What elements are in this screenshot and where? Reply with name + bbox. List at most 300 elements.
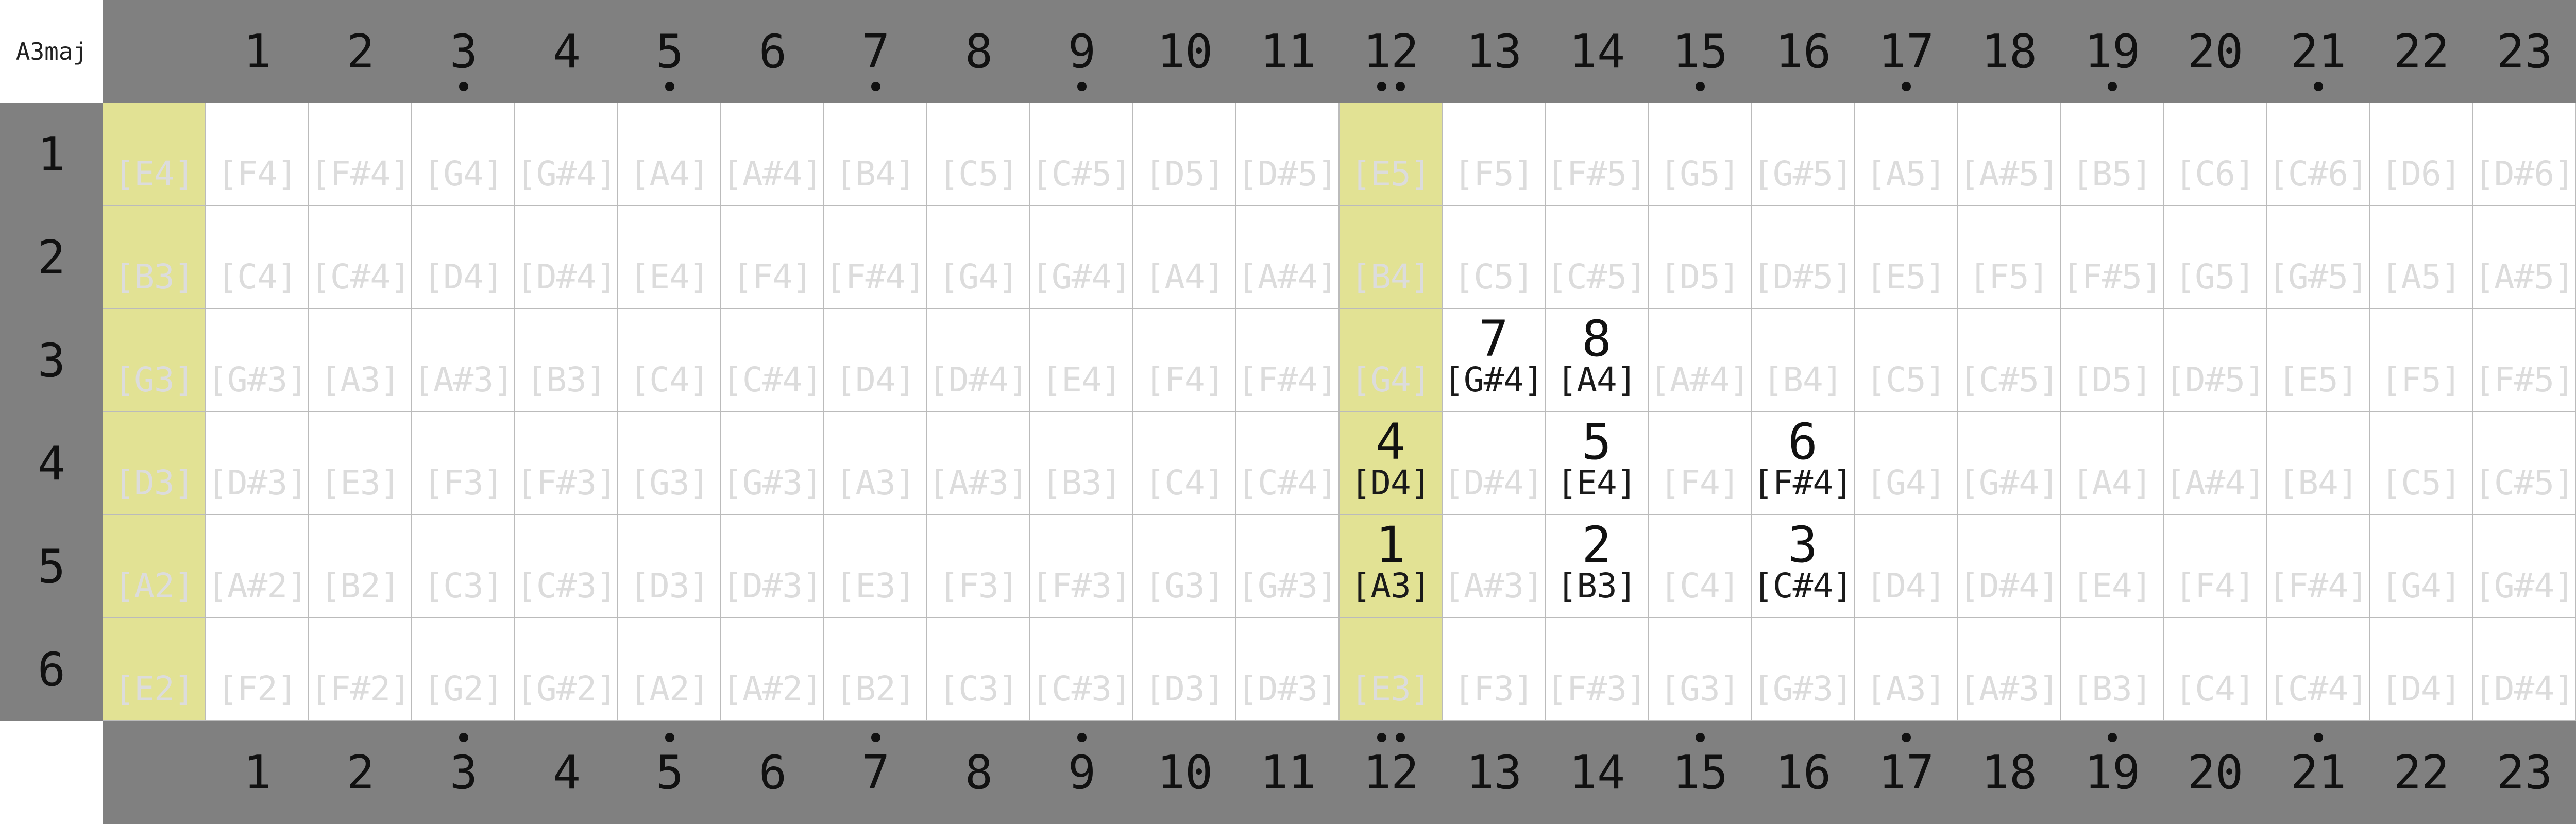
note-label: [B4]	[2278, 463, 2358, 503]
fret-number-bottom: 4	[552, 745, 581, 800]
fret-number-bottom: 11	[1260, 745, 1316, 800]
note-cell[interactable]	[721, 206, 824, 309]
note-label: [B4]	[1350, 257, 1431, 297]
note-cell[interactable]	[412, 412, 515, 515]
note-cell[interactable]	[1236, 206, 1340, 309]
note-cell[interactable]	[2061, 412, 2164, 515]
note-cell[interactable]	[103, 618, 206, 721]
note-cell[interactable]	[2267, 515, 2370, 618]
note-cell[interactable]	[2370, 618, 2473, 721]
note-label: [F#3]	[1031, 566, 1131, 606]
note-cell[interactable]	[206, 412, 309, 515]
note-cell[interactable]	[1958, 515, 2061, 618]
note-cell[interactable]	[103, 412, 206, 515]
fret-marker-dot-top	[459, 82, 468, 91]
note-label: [C#5]	[2474, 463, 2574, 503]
note-label: [F4]	[217, 154, 297, 194]
note-cell[interactable]	[618, 412, 721, 515]
note-label: [F4]	[1144, 360, 1225, 400]
note-cell[interactable]	[1958, 206, 2061, 309]
scale-degree: 2	[1582, 516, 1612, 574]
note-cell[interactable]	[2473, 412, 2576, 515]
note-cell[interactable]	[2370, 412, 2473, 515]
note-label: [F5]	[1453, 154, 1534, 194]
note-cell[interactable]	[1340, 412, 1443, 515]
note-label: [A#5]	[2474, 257, 2574, 297]
diagram-title: A3maj	[0, 0, 103, 103]
fret-marker-dot-top	[1902, 82, 1911, 91]
string-number-left: 2	[37, 230, 66, 285]
note-label: [E5]	[1866, 257, 1946, 297]
note-cell[interactable]	[1443, 412, 1546, 515]
note-cell[interactable]	[103, 206, 206, 309]
note-cell[interactable]	[824, 618, 927, 721]
note-label: [C#6]	[2268, 154, 2368, 194]
note-label: [A#3]	[928, 463, 1028, 503]
note-label: [D#3]	[207, 463, 307, 503]
note-label: [D#4]	[1959, 566, 2059, 606]
note-cell[interactable]	[2061, 515, 2164, 618]
note-label: [G5]	[1659, 154, 1740, 194]
scale-degree: 4	[1376, 413, 1405, 471]
note-label: [F3]	[1453, 669, 1534, 709]
note-cell[interactable]	[618, 103, 721, 206]
note-cell[interactable]	[721, 618, 824, 721]
note-cell[interactable]	[618, 618, 721, 721]
note-label: [D#6]	[2474, 154, 2574, 194]
note-cell[interactable]	[412, 309, 515, 412]
note-label: [F4]	[732, 257, 812, 297]
note-cell[interactable]	[1855, 206, 1958, 309]
fret-number-top: 16	[1775, 24, 1832, 79]
fret-marker-dot-top	[2108, 82, 2117, 91]
note-cell[interactable]	[1546, 103, 1649, 206]
note-label: [G#4]	[516, 154, 616, 194]
note-cell[interactable]	[1752, 103, 1855, 206]
note-cell[interactable]	[1443, 618, 1546, 721]
fret-number-top: 13	[1466, 24, 1522, 79]
note-label: [G#3]	[1238, 566, 1337, 606]
note-label: [D3]	[629, 566, 709, 606]
note-cell[interactable]	[1752, 206, 1855, 309]
note-cell[interactable]	[2267, 309, 2370, 412]
note-cell[interactable]	[2267, 412, 2370, 515]
note-cell[interactable]	[1133, 515, 1236, 618]
note-cell[interactable]	[1030, 618, 1133, 721]
note-cell[interactable]	[206, 618, 309, 721]
fret-number-top: 21	[2290, 24, 2347, 79]
note-cell[interactable]	[618, 206, 721, 309]
note-cell[interactable]	[1752, 309, 1855, 412]
note-cell[interactable]	[2061, 103, 2164, 206]
note-cell[interactable]	[1649, 618, 1752, 721]
note-label: [C#4]	[2268, 669, 2368, 709]
note-cell[interactable]	[1340, 206, 1443, 309]
note-cell[interactable]	[1443, 103, 1546, 206]
note-label: [G#4]	[1031, 257, 1131, 297]
note-label: [G#2]	[516, 669, 616, 709]
note-cell[interactable]	[515, 103, 618, 206]
note-cell[interactable]	[309, 515, 412, 618]
fret-number-bottom: 8	[964, 745, 993, 800]
note-cell[interactable]	[309, 618, 412, 721]
fret-number-bottom: 7	[861, 745, 890, 800]
note-cell[interactable]	[1649, 412, 1752, 515]
note-cell[interactable]	[412, 103, 515, 206]
note-cell[interactable]	[1236, 412, 1340, 515]
note-label: [A4]	[1144, 257, 1225, 297]
note-label: [D#5]	[2165, 360, 2265, 400]
note-cell[interactable]	[1958, 309, 2061, 412]
note-cell[interactable]	[1649, 206, 1752, 309]
note-label: [G#4]	[1444, 360, 1544, 400]
note-label: [E3]	[320, 463, 400, 503]
scale-degree: 6	[1788, 413, 1818, 471]
note-label: [F#5]	[2474, 360, 2574, 400]
note-label: [D4]	[2381, 669, 2461, 709]
note-label: [G3]	[114, 360, 194, 400]
note-label: [F3]	[938, 566, 1019, 606]
fret-number-bottom: 5	[655, 745, 684, 800]
fret-marker-double-dot-bottom	[1377, 733, 1386, 742]
note-cell[interactable]	[618, 309, 721, 412]
note-cell[interactable]	[824, 309, 927, 412]
note-label: [D4]	[835, 360, 916, 400]
note-label: [A4]	[629, 154, 709, 194]
note-cell[interactable]	[1030, 103, 1133, 206]
fret-marker-double-dot-top	[1377, 82, 1386, 91]
note-cell[interactable]	[1649, 103, 1752, 206]
note-cell[interactable]	[824, 103, 927, 206]
fret-number-top: 8	[964, 24, 993, 79]
fret-number-bottom: 21	[2290, 745, 2347, 800]
note-cell[interactable]	[1546, 309, 1649, 412]
note-cell[interactable]	[1236, 309, 1340, 412]
note-cell[interactable]	[721, 309, 824, 412]
note-cell[interactable]	[927, 618, 1030, 721]
note-cell[interactable]	[2370, 515, 2473, 618]
fret-number-top: 7	[861, 24, 890, 79]
note-cell[interactable]	[927, 515, 1030, 618]
note-cell[interactable]	[2370, 309, 2473, 412]
note-label: [F4]	[2175, 566, 2255, 606]
note-cell[interactable]	[824, 412, 927, 515]
note-cell[interactable]	[1340, 618, 1443, 721]
fret-marker-dot-bottom	[1077, 733, 1087, 742]
note-label: [C5]	[1453, 257, 1534, 297]
note-label: [F5]	[2381, 360, 2461, 400]
note-cell[interactable]	[2164, 206, 2267, 309]
note-label: [F2]	[217, 669, 297, 709]
note-cell[interactable]	[1133, 103, 1236, 206]
note-label: [E3]	[1350, 669, 1431, 709]
note-label: [D#4]	[2474, 669, 2574, 709]
note-cell[interactable]	[1340, 309, 1443, 412]
note-label: [C#4]	[722, 360, 822, 400]
note-cell[interactable]	[2473, 103, 2576, 206]
note-cell[interactable]	[1340, 515, 1443, 618]
fret-marker-dot-bottom	[2108, 733, 2117, 742]
note-cell[interactable]	[2061, 618, 2164, 721]
fret-marker-dot-bottom	[1902, 733, 1911, 742]
note-cell[interactable]	[103, 103, 206, 206]
fret-number-bottom: 17	[1878, 745, 1935, 800]
note-label: [D#3]	[1238, 669, 1337, 709]
note-label: [C5]	[2381, 463, 2461, 503]
note-cell[interactable]	[206, 103, 309, 206]
note-cell[interactable]	[412, 618, 515, 721]
note-cell[interactable]	[1236, 103, 1340, 206]
note-cell[interactable]	[824, 206, 927, 309]
scale-degree: 5	[1582, 413, 1612, 471]
note-cell[interactable]	[721, 103, 824, 206]
fret-marker-dot-top	[1077, 82, 1087, 91]
note-label: [C3]	[938, 669, 1019, 709]
note-cell[interactable]	[515, 206, 618, 309]
fret-number-bottom: 18	[1981, 745, 2038, 800]
note-cell[interactable]	[2370, 103, 2473, 206]
note-label: [D5]	[1659, 257, 1740, 297]
note-cell[interactable]	[2164, 103, 2267, 206]
fret-number-bottom: 20	[2187, 745, 2244, 800]
note-label: [F#4]	[2268, 566, 2368, 606]
note-label: [B5]	[2072, 154, 2152, 194]
note-label: [C#3]	[516, 566, 616, 606]
string-number-left: 1	[37, 127, 66, 182]
note-cell[interactable]	[1443, 206, 1546, 309]
note-cell[interactable]	[618, 515, 721, 618]
note-cell[interactable]	[309, 103, 412, 206]
fret-number-top: 3	[449, 24, 478, 79]
note-label: [A#3]	[1444, 566, 1544, 606]
note-cell[interactable]	[206, 206, 309, 309]
fret-number-top: 20	[2187, 24, 2244, 79]
note-label: [G#3]	[1753, 669, 1853, 709]
note-cell[interactable]	[1030, 412, 1133, 515]
note-label: [F5]	[1969, 257, 2049, 297]
note-label: [A2]	[114, 566, 194, 606]
note-label: [G3]	[1659, 669, 1740, 709]
note-cell[interactable]	[1855, 412, 1958, 515]
fret-marker-dot-bottom	[459, 733, 468, 742]
note-cell[interactable]	[2267, 206, 2370, 309]
note-cell[interactable]	[515, 412, 618, 515]
note-cell[interactable]	[1236, 618, 1340, 721]
note-label: [A5]	[1866, 154, 1946, 194]
string-number-left: 4	[37, 436, 66, 491]
note-cell[interactable]	[1546, 515, 1649, 618]
note-label: [D#5]	[1753, 257, 1853, 297]
note-label: [A#4]	[722, 154, 822, 194]
note-label: [C#5]	[1959, 360, 2059, 400]
note-label: [A#2]	[722, 669, 822, 709]
note-cell[interactable]	[927, 103, 1030, 206]
note-cell[interactable]	[1236, 515, 1340, 618]
note-cell[interactable]	[1752, 618, 1855, 721]
note-cell[interactable]	[2164, 618, 2267, 721]
note-cell[interactable]	[1546, 412, 1649, 515]
note-label: [C4]	[1144, 463, 1225, 503]
note-label: [D4]	[1350, 463, 1431, 503]
note-cell[interactable]	[1752, 412, 1855, 515]
fret-number-top: 6	[758, 24, 787, 79]
note-label: [C#3]	[1031, 669, 1131, 709]
note-cell[interactable]	[1855, 515, 1958, 618]
fret-number-top: 15	[1672, 24, 1728, 79]
note-label: [F#3]	[1547, 669, 1647, 709]
string-number-left: 6	[37, 642, 66, 697]
fret-number-bottom: 14	[1569, 745, 1625, 800]
string-number-left: 3	[37, 333, 66, 388]
note-cell[interactable]	[1546, 206, 1649, 309]
note-label: [G3]	[1144, 566, 1225, 606]
fret-number-bottom: 23	[2496, 745, 2553, 800]
note-cell[interactable]	[721, 412, 824, 515]
fret-number-top: 18	[1981, 24, 2038, 79]
fret-marker-dot-bottom	[2314, 733, 2323, 742]
note-cell[interactable]	[1855, 309, 1958, 412]
note-cell[interactable]	[2061, 309, 2164, 412]
note-label: [D#4]	[516, 257, 616, 297]
note-label: [A3]	[835, 463, 916, 503]
note-label: [A2]	[629, 669, 709, 709]
note-label: [B3]	[2072, 669, 2152, 709]
note-label: [A#3]	[413, 360, 513, 400]
note-cell[interactable]	[1443, 309, 1546, 412]
note-label: [C4]	[629, 360, 709, 400]
note-cell[interactable]	[1133, 206, 1236, 309]
note-cell[interactable]	[927, 412, 1030, 515]
note-cell[interactable]	[309, 412, 412, 515]
note-cell[interactable]	[309, 309, 412, 412]
note-cell[interactable]	[1649, 515, 1752, 618]
note-cell[interactable]	[206, 309, 309, 412]
note-label: [G4]	[1866, 463, 1946, 503]
fret-number-top: 11	[1260, 24, 1316, 79]
fret-marker-dot-bottom	[871, 733, 880, 742]
fret-number-top: 22	[2393, 24, 2450, 79]
note-label: [D6]	[2381, 154, 2461, 194]
note-cell[interactable]	[309, 206, 412, 309]
note-label: [F#5]	[1547, 154, 1647, 194]
note-label: [A3]	[1350, 566, 1431, 606]
note-cell[interactable]	[2267, 103, 2370, 206]
note-cell[interactable]	[824, 515, 927, 618]
note-label: [C6]	[2175, 154, 2255, 194]
note-label: [F#2]	[310, 669, 410, 709]
note-label: [C5]	[938, 154, 1019, 194]
fret-marker-dot-bottom	[1696, 733, 1705, 742]
note-label: [G#4]	[2474, 566, 2574, 606]
note-cell[interactable]	[927, 309, 1030, 412]
fret-number-top: 10	[1157, 24, 1213, 79]
fret-number-bottom: 10	[1157, 745, 1213, 800]
note-cell[interactable]	[1752, 515, 1855, 618]
note-cell[interactable]	[2164, 515, 2267, 618]
fret-number-top: 19	[2084, 24, 2141, 79]
note-cell[interactable]	[2164, 412, 2267, 515]
fret-marker-double-dot-bottom	[1396, 733, 1405, 742]
note-label: [A3]	[1866, 669, 1946, 709]
note-cell[interactable]	[2267, 618, 2370, 721]
note-label: [B2]	[320, 566, 400, 606]
note-label: [C#4]	[310, 257, 410, 297]
scale-degree: 7	[1479, 310, 1509, 368]
note-cell[interactable]	[515, 515, 618, 618]
fret-marker-double-dot-top	[1396, 82, 1405, 91]
note-cell[interactable]	[2473, 618, 2576, 721]
scale-degree: 8	[1582, 310, 1612, 368]
note-cell[interactable]	[412, 206, 515, 309]
fret-marker-dot-top	[1696, 82, 1705, 91]
note-cell[interactable]	[1958, 103, 2061, 206]
note-label: [B3]	[526, 360, 606, 400]
note-cell[interactable]	[2370, 206, 2473, 309]
note-cell[interactable]	[2473, 515, 2576, 618]
fret-marker-dot-top	[871, 82, 880, 91]
note-cell[interactable]	[927, 206, 1030, 309]
note-label: [C#4]	[1753, 566, 1853, 606]
note-cell[interactable]	[2473, 309, 2576, 412]
note-cell[interactable]	[1133, 412, 1236, 515]
note-cell[interactable]	[206, 515, 309, 618]
note-cell[interactable]	[2473, 206, 2576, 309]
fret-marker-dot-bottom	[665, 733, 674, 742]
note-cell[interactable]	[1855, 618, 1958, 721]
scale-degree: 1	[1376, 516, 1405, 574]
fret-number-bottom: 6	[758, 745, 787, 800]
note-cell[interactable]	[1855, 103, 1958, 206]
note-cell[interactable]	[103, 309, 206, 412]
fret-number-bottom: 13	[1466, 745, 1522, 800]
note-cell[interactable]	[2061, 206, 2164, 309]
note-cell[interactable]	[1133, 309, 1236, 412]
note-cell[interactable]	[1649, 309, 1752, 412]
note-label: [F#4]	[310, 154, 410, 194]
note-label: [C#5]	[1547, 257, 1647, 297]
note-label: [A#4]	[1650, 360, 1750, 400]
note-label: [C#5]	[1031, 154, 1131, 194]
note-label: [D4]	[1866, 566, 1946, 606]
scale-degree: 3	[1788, 516, 1818, 574]
note-label: [A5]	[2381, 257, 2461, 297]
note-cell[interactable]	[1958, 618, 2061, 721]
note-cell[interactable]	[1340, 103, 1443, 206]
note-cell[interactable]	[1030, 206, 1133, 309]
note-label: [B3]	[1556, 566, 1637, 606]
note-cell[interactable]	[1030, 515, 1133, 618]
note-cell[interactable]	[2164, 309, 2267, 412]
fret-number-bottom: 2	[346, 745, 375, 800]
note-label: [E2]	[114, 669, 194, 709]
note-cell[interactable]	[515, 309, 618, 412]
note-cell[interactable]	[103, 515, 206, 618]
fret-number-top: 17	[1878, 24, 1935, 79]
note-label: [G4]	[938, 257, 1019, 297]
fret-number-bottom: 19	[2084, 745, 2141, 800]
note-cell[interactable]	[1443, 515, 1546, 618]
note-cell[interactable]	[1133, 618, 1236, 721]
note-cell[interactable]	[412, 515, 515, 618]
note-cell[interactable]	[1546, 618, 1649, 721]
note-cell[interactable]	[515, 618, 618, 721]
note-cell[interactable]	[1958, 412, 2061, 515]
note-cell[interactable]	[721, 515, 824, 618]
note-label: [F#4]	[1753, 463, 1853, 503]
note-cell[interactable]	[1030, 309, 1133, 412]
fret-number-top: 9	[1067, 24, 1096, 79]
note-label: [C4]	[217, 257, 297, 297]
